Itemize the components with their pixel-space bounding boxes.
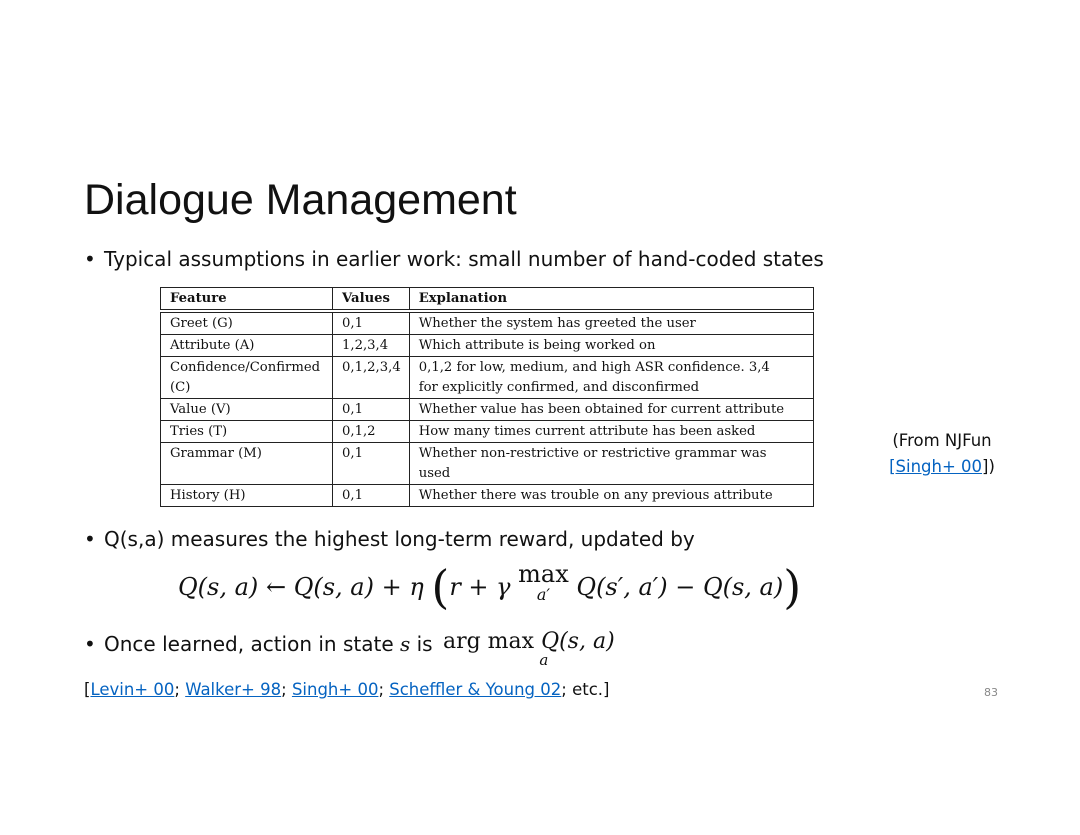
formula-open-paren: ( xyxy=(431,560,450,614)
cell-values: 0,1 xyxy=(333,485,410,507)
cell-feature xyxy=(161,357,333,399)
cell-values: 0,1,2,3,4 xyxy=(333,357,410,399)
argmax-q: Q(s, a) xyxy=(541,629,615,654)
cell-explanation: Which attribute is being worked on xyxy=(409,335,813,357)
formula-arrow: ← xyxy=(265,573,287,601)
formula-max-op: max xyxy=(518,560,569,588)
bullet-dot: • xyxy=(84,247,96,271)
table-row xyxy=(161,443,814,485)
source-open-bracket: [ xyxy=(889,457,896,476)
source-close: ]) xyxy=(982,457,995,476)
cell-feature-line2: (C) xyxy=(170,380,191,395)
table-row xyxy=(161,335,814,357)
cell-values: 0,1 xyxy=(333,399,410,421)
cell-feature: Value (V) xyxy=(161,399,333,421)
q-update-formula xyxy=(178,560,801,614)
source-line1: (From NJFun xyxy=(892,431,992,450)
table-row xyxy=(161,421,814,443)
table-row xyxy=(161,485,814,507)
bullet-dot: • xyxy=(84,527,96,551)
cell-explanation: Whether the system has greeted the user xyxy=(409,311,813,335)
ref-scheffler-young-02[interactable]: Scheffler & Young 02 xyxy=(389,680,562,699)
cell-values: 0,1 xyxy=(333,311,410,335)
cell-values: 0,1,2 xyxy=(333,421,410,443)
cell-explanation: Whether value has been obtained for current attribute xyxy=(409,399,813,421)
ref-levin-00[interactable]: Levin+ 00 xyxy=(90,680,175,699)
cell-explanation: Whether there was trouble on any previous attribute xyxy=(409,485,813,507)
table-row xyxy=(161,311,814,335)
formula-close-paren: ) xyxy=(783,560,802,614)
cell-values: 1,2,3,4 xyxy=(333,335,410,357)
cell-feature-line1: Confidence/Confirmed xyxy=(170,360,321,375)
refs-sep: ; xyxy=(378,680,390,699)
singh-00-link[interactable]: Singh+ 00 xyxy=(895,457,983,476)
refs-sep: ; xyxy=(174,680,186,699)
bullet-argmax xyxy=(84,629,615,669)
bullet-q-update xyxy=(84,527,695,551)
cell-explanation xyxy=(409,357,813,399)
cell-explanation-line2: used xyxy=(418,466,451,481)
ref-singh-00[interactable]: Singh+ 00 xyxy=(291,680,379,699)
refs-tail: ; etc.] xyxy=(561,680,610,699)
cell-feature: History (H) xyxy=(161,485,333,507)
cell-explanation: How many times current attribute has been asked xyxy=(409,421,813,443)
bullet-assumptions xyxy=(84,247,824,271)
formula-reward: r + γ xyxy=(449,573,511,601)
argmax-sub: a xyxy=(539,651,549,669)
table-header-row xyxy=(161,288,814,312)
argmax-op: arg max xyxy=(442,629,535,654)
refs-open-bracket: [ xyxy=(84,680,91,699)
source-note xyxy=(870,428,1014,480)
formula-max-sub: a′ xyxy=(536,585,551,604)
refs-sep: ; xyxy=(281,680,292,699)
cell-explanation-line1: 0,1,2 for low, medium, and high ASR confidence. 3,4 xyxy=(418,360,770,375)
bullet-dot: • xyxy=(84,632,96,656)
argmax-formula xyxy=(442,629,615,669)
bullet-text: Typical assumptions in earlier work: small number of hand-coded states xyxy=(104,247,824,271)
feature-table xyxy=(160,287,814,507)
cell-feature: Greet (G) xyxy=(161,311,333,335)
page-number: 83 xyxy=(984,686,998,699)
ref-walker-98[interactable]: Walker+ 98 xyxy=(185,680,282,699)
header-values: Values xyxy=(333,288,410,312)
cell-explanation-line2: for explicitly confirmed, and disconfirmed xyxy=(418,380,700,395)
cell-feature: Grammar (M) xyxy=(161,443,333,485)
bullet-is: is xyxy=(416,632,433,656)
header-feature: Feature xyxy=(161,288,333,312)
table-row xyxy=(161,357,814,399)
cell-explanation-line1: Whether non-restrictive or restrictive grammar was xyxy=(418,446,767,461)
formula-lhs: Q(s, a) xyxy=(178,573,259,601)
cell-values: 0,1 xyxy=(333,443,410,485)
formula-term1: Q(s, a) + η xyxy=(293,573,424,601)
cell-feature: Tries (T) xyxy=(161,421,333,443)
cell-explanation xyxy=(409,443,813,485)
formula-qprime: Q(s′, a′) − Q(s, a) xyxy=(576,573,784,601)
table-row xyxy=(161,399,814,421)
references xyxy=(84,680,609,699)
bullet-text: Once learned, action in state xyxy=(104,632,394,656)
slide-title: Dialogue Management xyxy=(84,176,517,224)
cell-feature: Attribute (A) xyxy=(161,335,333,357)
state-variable: s xyxy=(400,632,411,656)
header-explanation: Explanation xyxy=(409,288,813,312)
bullet-text: Q(s,a) measures the highest long-term reward, updated by xyxy=(104,527,695,551)
formula-max xyxy=(518,560,569,602)
